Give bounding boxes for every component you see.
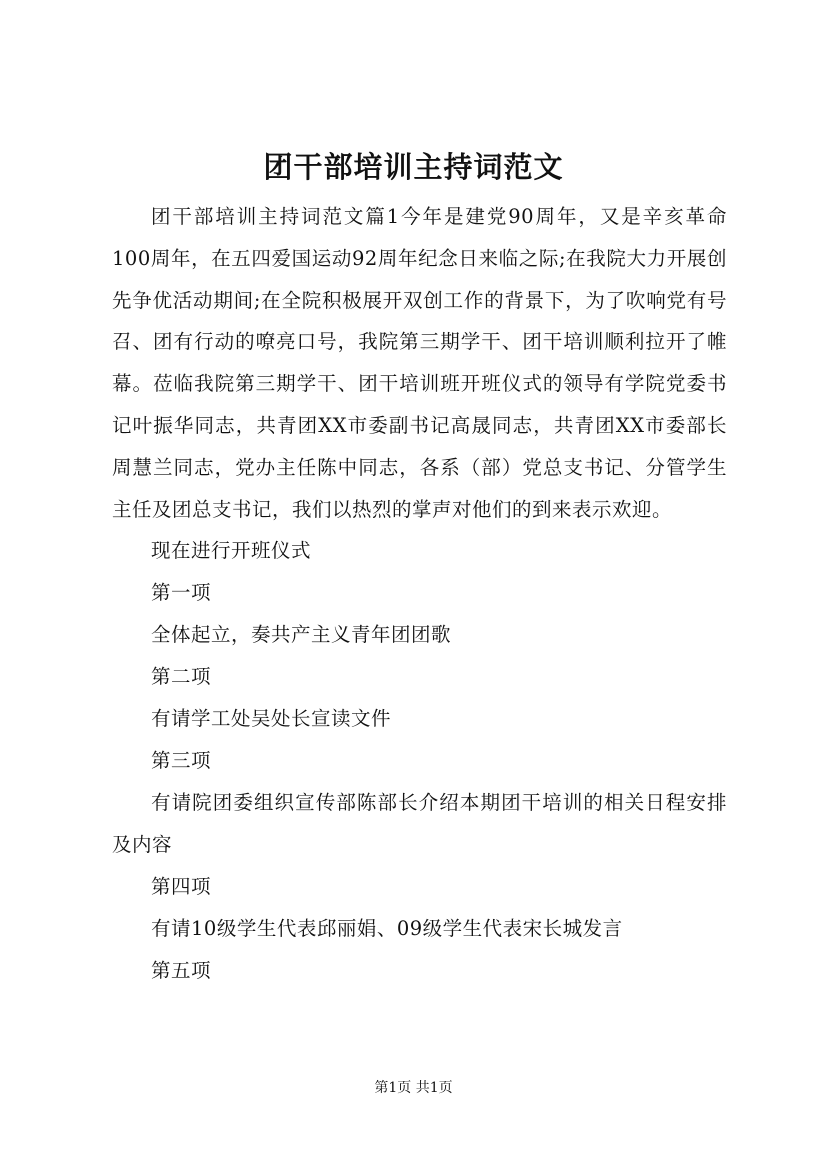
item-1-text: 全体起立，奏共产主义青年团团歌 (151, 623, 452, 647)
page-footer: 第1页 共1页 (374, 1080, 453, 1096)
item-3-text: 有请院团委组织宣传部陈部长介绍本期团干培训的相关日程安排及内容 (112, 791, 727, 857)
item-5-heading: 第五项 (151, 959, 212, 983)
ceremony-start-line: 现在进行开班仪式 (151, 539, 312, 563)
intro-paragraph: 团干部培训主持词范文篇1今年是建党90周年，又是辛亥革命100周年，在五四爱国运动92周年纪念日来临之际;在我院大力开展创先争优活动期间;在全院积极展开双创工作的背景下，为了吹响党有号召、团有行动的嘹亮口号，我院第三期学干、团干培训顺利拉开了帷幕。莅临我院第三期学干、团干培训班开班仪式的领导有学院党委书记叶振华同志，共青团XX市委副书记高晟同志，共青团XX市委部长周慧兰同志，党办主任陈中同志，各系（部）党总支书记、分管学生主任及团总支书记，我们以热烈的掌声对他们的到来表示欢迎。 (112, 205, 727, 521)
item-3-heading: 第三项 (151, 749, 212, 773)
item-4-heading: 第四项 (151, 875, 212, 899)
item-2-text: 有请学工处吴处长宣读文件 (151, 707, 392, 731)
item-1-heading: 第一项 (151, 581, 212, 605)
item-2-heading: 第二项 (151, 665, 212, 689)
page-title: 团干部培训主持词范文 (263, 150, 564, 184)
document-body (112, 196, 727, 992)
item-4-text: 有请10级学生代表邱丽娟、09级学生代表宋长城发言 (151, 917, 623, 941)
